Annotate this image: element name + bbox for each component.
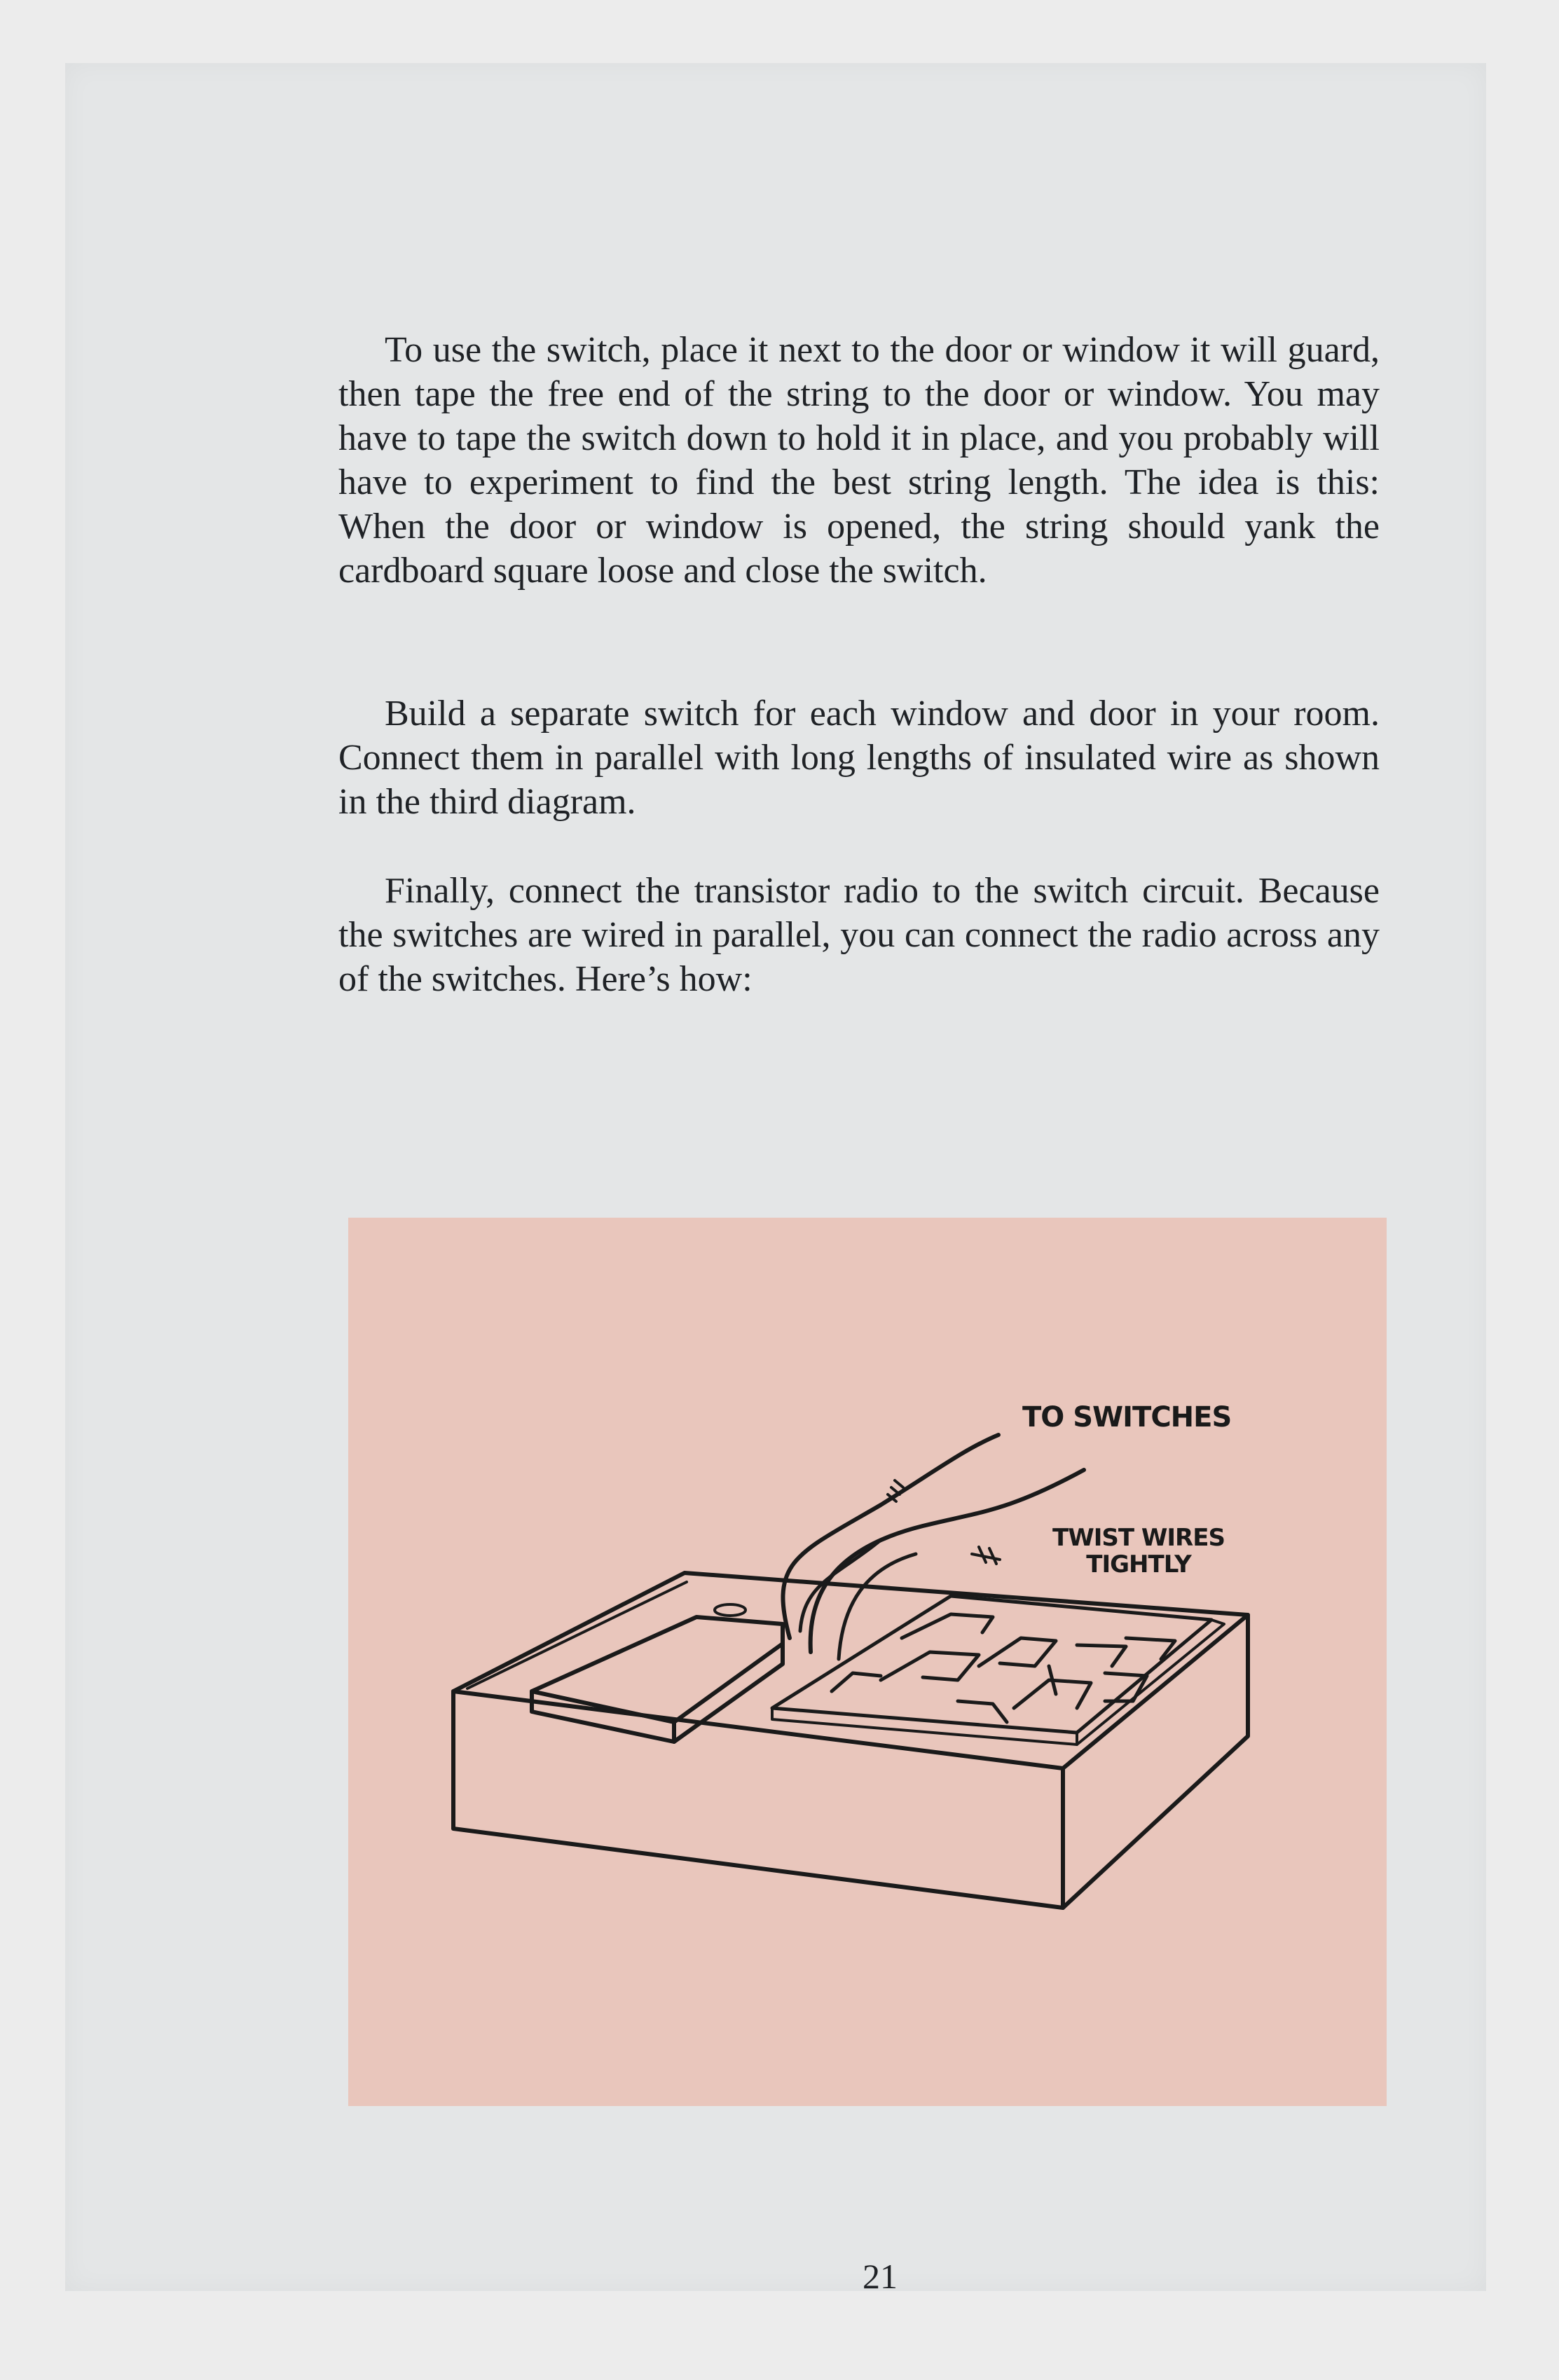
radio-box-drawing: [348, 1218, 1387, 2106]
page-number: 21: [863, 2257, 898, 2296]
label-twist-line-1: TWIST WIRES: [1052, 1524, 1225, 1552]
radio-wiring-illustration: [348, 1218, 1387, 2106]
label-to-switches: TO SWITCHES: [1022, 1401, 1232, 1433]
label-twist-wires: [1048, 1525, 1230, 1578]
paragraph-build-switches: Build a separate switch for each window and door in your room. Connect them in parallel with long lengths of insulated wire as shown in the third diagram.: [338, 694, 1380, 822]
paragraph-connect-radio: Finally, connect the transistor radio to the switch circuit. Because the switches are wired in parallel, you can connect the radio across any of the switches. Here’s how:: [338, 871, 1380, 999]
paragraph-switch-usage: To use the switch, place it next to the door or window it will guard, then tape the free end of the string to the door or window. You may have to tape the switch down to hold it in place, and you probably will have to experiment to find the best string length. The idea is this: When the door or window is opened, the string should yank the cardboard square loose and close the switch.: [338, 330, 1380, 591]
label-twist-line-2: TIGHTLY: [1086, 1550, 1191, 1578]
book-page: [65, 63, 1486, 2296]
